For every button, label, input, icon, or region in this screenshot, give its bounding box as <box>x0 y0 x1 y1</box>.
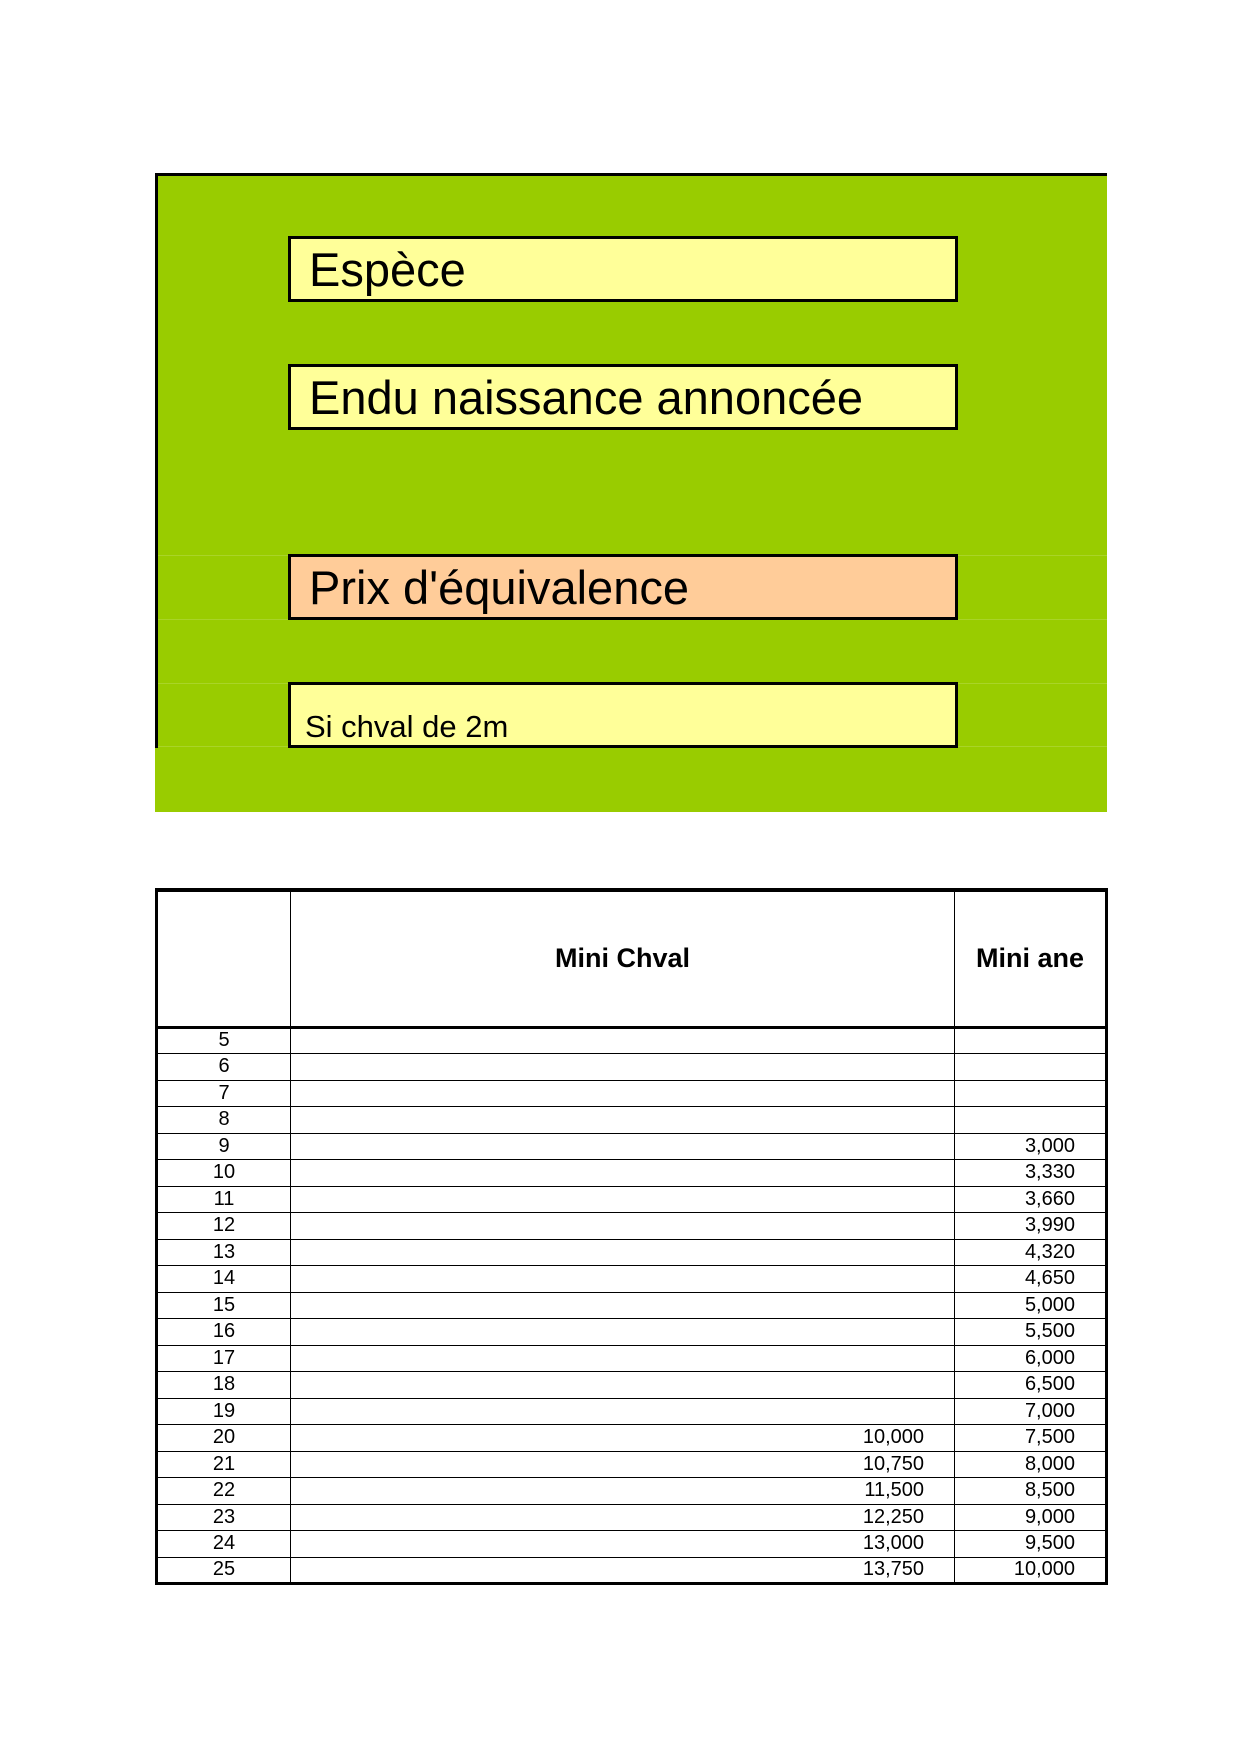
row-size-cell[interactable]: 23 <box>157 1504 291 1531</box>
row-size-cell[interactable]: 10 <box>157 1160 291 1187</box>
mini-ane-price-cell[interactable]: 7,000 <box>955 1398 1107 1425</box>
table-row <box>157 1319 1107 1346</box>
mini-ane-price-cell[interactable] <box>955 1080 1107 1107</box>
row-size-cell[interactable]: 19 <box>157 1398 291 1425</box>
price-table <box>155 888 1108 1585</box>
mini-ane-price-cell[interactable]: 5,500 <box>955 1319 1107 1346</box>
row-size-cell[interactable]: 14 <box>157 1266 291 1293</box>
mini-chval-price-cell[interactable]: 10,000 <box>291 1425 955 1452</box>
table-row <box>157 1372 1107 1399</box>
mini-ane-price-cell[interactable]: 6,500 <box>955 1372 1107 1399</box>
mini-chval-price-cell[interactable] <box>291 1080 955 1107</box>
mini-chval-price-cell[interactable] <box>291 1160 955 1187</box>
mini-ane-price-cell[interactable]: 3,330 <box>955 1160 1107 1187</box>
row-size-cell[interactable]: 17 <box>157 1345 291 1372</box>
mini-ane-price-cell[interactable]: 3,990 <box>955 1213 1107 1240</box>
mini-ane-price-cell[interactable]: 9,500 <box>955 1531 1107 1558</box>
mini-ane-price-cell[interactable]: 4,320 <box>955 1239 1107 1266</box>
species-label: Espèce <box>309 242 466 296</box>
table-row <box>157 1478 1107 1505</box>
table-row <box>157 1557 1107 1584</box>
table-row <box>157 1027 1107 1054</box>
table-row <box>157 1054 1107 1081</box>
mini-chval-price-cell[interactable] <box>291 1107 955 1134</box>
row-size-cell[interactable]: 15 <box>157 1292 291 1319</box>
mini-chval-price-cell[interactable] <box>291 1319 955 1346</box>
table-row <box>157 1239 1107 1266</box>
birth-label: Endu naissance annoncée <box>309 370 863 424</box>
mini-chval-price-cell[interactable]: 13,750 <box>291 1557 955 1584</box>
price-field[interactable] <box>288 554 958 620</box>
row-size-cell[interactable]: 8 <box>157 1107 291 1134</box>
mini-ane-price-cell[interactable]: 7,500 <box>955 1425 1107 1452</box>
row-size-cell[interactable]: 16 <box>157 1319 291 1346</box>
table-row <box>157 1531 1107 1558</box>
mini-ane-price-cell[interactable]: 5,000 <box>955 1292 1107 1319</box>
mini-chval-price-cell[interactable] <box>291 1292 955 1319</box>
row-size-cell[interactable]: 13 <box>157 1239 291 1266</box>
row-size-cell[interactable]: 24 <box>157 1531 291 1558</box>
mini-ane-price-cell[interactable]: 3,000 <box>955 1133 1107 1160</box>
row-size-cell[interactable]: 25 <box>157 1557 291 1584</box>
condition-label: Si chval de 2m <box>305 708 509 744</box>
row-size-cell[interactable]: 5 <box>157 1027 291 1054</box>
mini-ane-price-cell[interactable]: 9,000 <box>955 1504 1107 1531</box>
mini-ane-price-cell[interactable]: 4,650 <box>955 1266 1107 1293</box>
table-row <box>157 1398 1107 1425</box>
condition-field[interactable] <box>288 682 958 748</box>
price-label: Prix d'équivalence <box>309 560 689 614</box>
row-size-cell[interactable]: 22 <box>157 1478 291 1505</box>
mini-chval-price-cell[interactable] <box>291 1372 955 1399</box>
table-row <box>157 1107 1107 1134</box>
mini-ane-price-cell[interactable]: 6,000 <box>955 1345 1107 1372</box>
row-size-cell[interactable]: 21 <box>157 1451 291 1478</box>
mini-chval-price-cell[interactable]: 11,500 <box>291 1478 955 1505</box>
mini-chval-price-cell[interactable] <box>291 1027 955 1054</box>
row-size-cell[interactable]: 20 <box>157 1425 291 1452</box>
table-row <box>157 1160 1107 1187</box>
mini-ane-price-cell[interactable] <box>955 1054 1107 1081</box>
mini-chval-price-cell[interactable] <box>291 1239 955 1266</box>
table-row <box>157 1345 1107 1372</box>
mini-chval-price-cell[interactable] <box>291 1186 955 1213</box>
column-header-mini-ane: Mini ane <box>955 890 1107 1027</box>
table-row <box>157 1186 1107 1213</box>
table-row <box>157 1213 1107 1240</box>
panel-left-border <box>155 173 158 748</box>
table-row <box>157 1080 1107 1107</box>
table-row <box>157 1504 1107 1531</box>
mini-ane-price-cell[interactable]: 8,000 <box>955 1451 1107 1478</box>
column-header-size <box>157 890 291 1027</box>
row-size-cell[interactable]: 12 <box>157 1213 291 1240</box>
mini-chval-price-cell[interactable]: 12,250 <box>291 1504 955 1531</box>
row-size-cell[interactable]: 18 <box>157 1372 291 1399</box>
row-size-cell[interactable]: 7 <box>157 1080 291 1107</box>
table-row <box>157 1133 1107 1160</box>
species-field[interactable] <box>288 236 958 302</box>
mini-ane-price-cell[interactable] <box>955 1027 1107 1054</box>
mini-ane-price-cell[interactable]: 3,660 <box>955 1186 1107 1213</box>
mini-chval-price-cell[interactable] <box>291 1345 955 1372</box>
row-size-cell[interactable]: 11 <box>157 1186 291 1213</box>
column-header-mini-chval: Mini Chval <box>291 890 955 1027</box>
table-row <box>157 1451 1107 1478</box>
mini-chval-price-cell[interactable] <box>291 1398 955 1425</box>
birth-field[interactable] <box>288 364 958 430</box>
row-size-cell[interactable]: 9 <box>157 1133 291 1160</box>
mini-ane-price-cell[interactable] <box>955 1107 1107 1134</box>
mini-chval-price-cell[interactable] <box>291 1213 955 1240</box>
mini-ane-price-cell[interactable]: 10,000 <box>955 1557 1107 1584</box>
mini-chval-price-cell[interactable] <box>291 1266 955 1293</box>
mini-chval-price-cell[interactable]: 10,750 <box>291 1451 955 1478</box>
row-size-cell[interactable]: 6 <box>157 1054 291 1081</box>
table-body <box>157 1027 1107 1584</box>
mini-chval-price-cell[interactable] <box>291 1054 955 1081</box>
mini-chval-price-cell[interactable] <box>291 1133 955 1160</box>
table-row <box>157 1266 1107 1293</box>
table-row <box>157 1292 1107 1319</box>
mini-ane-price-cell[interactable]: 8,500 <box>955 1478 1107 1505</box>
table-row <box>157 1425 1107 1452</box>
table-header-row <box>157 890 1107 1027</box>
mini-chval-price-cell[interactable]: 13,000 <box>291 1531 955 1558</box>
